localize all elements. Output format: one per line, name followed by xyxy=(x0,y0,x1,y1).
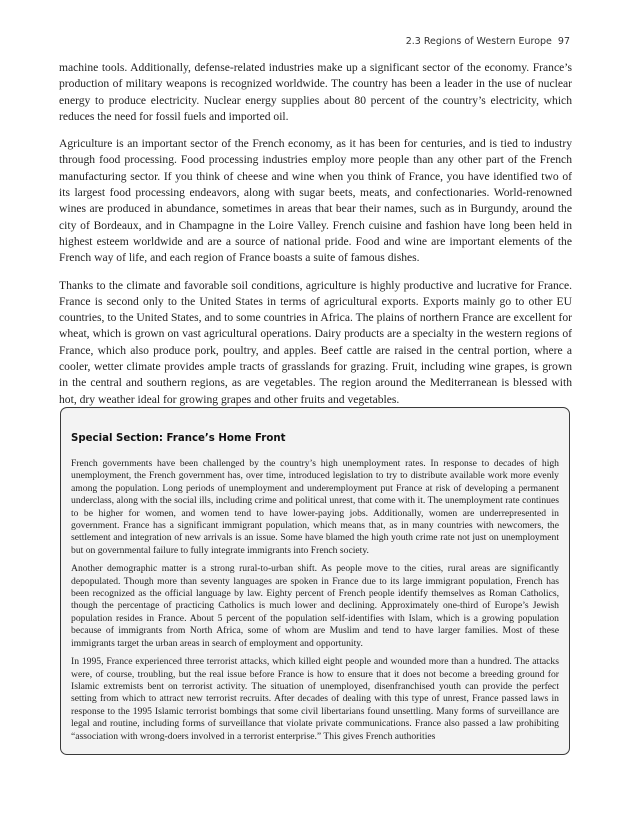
special-section-box xyxy=(60,407,570,755)
running-header xyxy=(406,36,570,47)
main-text xyxy=(59,60,572,419)
body-paragraph: Thanks to the climate and favorable soil conditions, agriculture is highly productive and lucrative for France. France is second only to the United States in terms of agricultural exports. Exports mainly go to other EU countries, to the United States, and to some countries in Africa. The plains of northern France are excellent for wheat, which is grown on vast agricultural operations. Dairy products are a specialty in the western regions of France, which also produce pork, poultry, and apples. Beef cattle are raised in the central portion, where a cooler, wetter climate provides ample tracts of grasslands for grazing. Fruit, including wine grapes, is grown in the central and southern regions, as are vegetables. The region around the Mediterranean is blessed with hot, dry weather ideal for growing grapes and other fruits and vegetables. xyxy=(59,278,572,406)
special-section-paragraph: In 1995, France experienced three terrorist attacks, which killed eight people and wounded more than a hundred. The attacks were, of course, troubling, but the real issue before France is how to ensure that it does not become a breeding ground for Islamic extremists bent on terrorist activity. The situation of unemployed, disenfranchised youth can provide the perfect setting from which to attract new terrorist recruits. After decades of dealing with this type of unrest, France passed laws in response to the 1995 Islamic terrorist bombings that some civil libertarians found unsettling. Many forms of surveillance are legal and routine, including forms of surveillance that violate private communications. France also passed a law prohibiting “association with wrong-doers involved in a terrorist enterprise.” This gives French authorities xyxy=(71,656,559,742)
special-section-paragraph: Another demographic matter is a strong rural-to-urban shift. As people move to the cities, rural areas are significantly depopulated. Though more than seventy languages are spoken in France due to its large immigrant population, French has been recognized as the official language by law. Eighty percent of French people identify themselves as Roman Catholics, though the percentage of practicing Catholics is much lower and declining. Approximately one-third of Europe’s Jewish population resides in France. About 5 percent of the population self-identifies with Islam, which is a growing population because of immigrants from North Africa, some of whom are Muslim and tend to have larger families. Most of these immigrants target the urban areas in search of employment and opportunity. xyxy=(71,563,559,649)
special-section-paragraph: French governments have been challenged by the country’s high unemployment rates. In response to decades of high unemployment, the French government has, over time, introduced legislation to try to distribute available work more evenly among the population. Long periods of unemployment and underemployment put France at risk of developing a permanent underclass, along with the social ills, including crime and political unrest, that come with it. The unemployment rate continues to be higher for women, and women tend to have lower-paying jobs. Additionally, women are underrepresented in government. France has a significant immigrant population, which means that, as in many countries with newcomers, the settlement and integration of new arrivals is an issue. Some have blamed the high youth crime rate not just on unemployment but on governmental failure to fully integrate immigrants into French society. xyxy=(71,458,559,556)
body-paragraph: Agriculture is an important sector of the French economy, as it has been for centuries, and is tied to industry through food processing. Food processing industries employ more people than any other part of the French manufacturing sector. If you think of cheese and wine when you think of France, you have identified two of its largest food processing endeavors, along with sugar beets, meats, and confectionaries. World-renowned wines are produced in abundance, sometimes in areas that bear their names, such as in Burgundy, around the city of Bordeaux, and in Champagne in the Loire Valley. French cuisine and fashion have long been held in highest esteem worldwide and are a source of national pride. Food and wine are important elements of the French way of life, and each region of France boasts a suite of famous dishes. xyxy=(59,137,572,265)
body-paragraph: machine tools. Additionally, defense-related industries make up a significant sector of the economy. France’s production of military weapons is recognized worldwide. The country has been a leader in the use of nuclear energy to produce electricity. Nuclear energy supplies about 80 percent of the country’s electricity, which reduces the need for fossil fuels and imported oil. xyxy=(59,61,572,123)
special-section-title: Special Section: France’s Home Front xyxy=(71,433,286,444)
section-title: 2.3 Regions of Western Europe xyxy=(405,36,552,47)
page-number: 97 xyxy=(557,36,570,47)
